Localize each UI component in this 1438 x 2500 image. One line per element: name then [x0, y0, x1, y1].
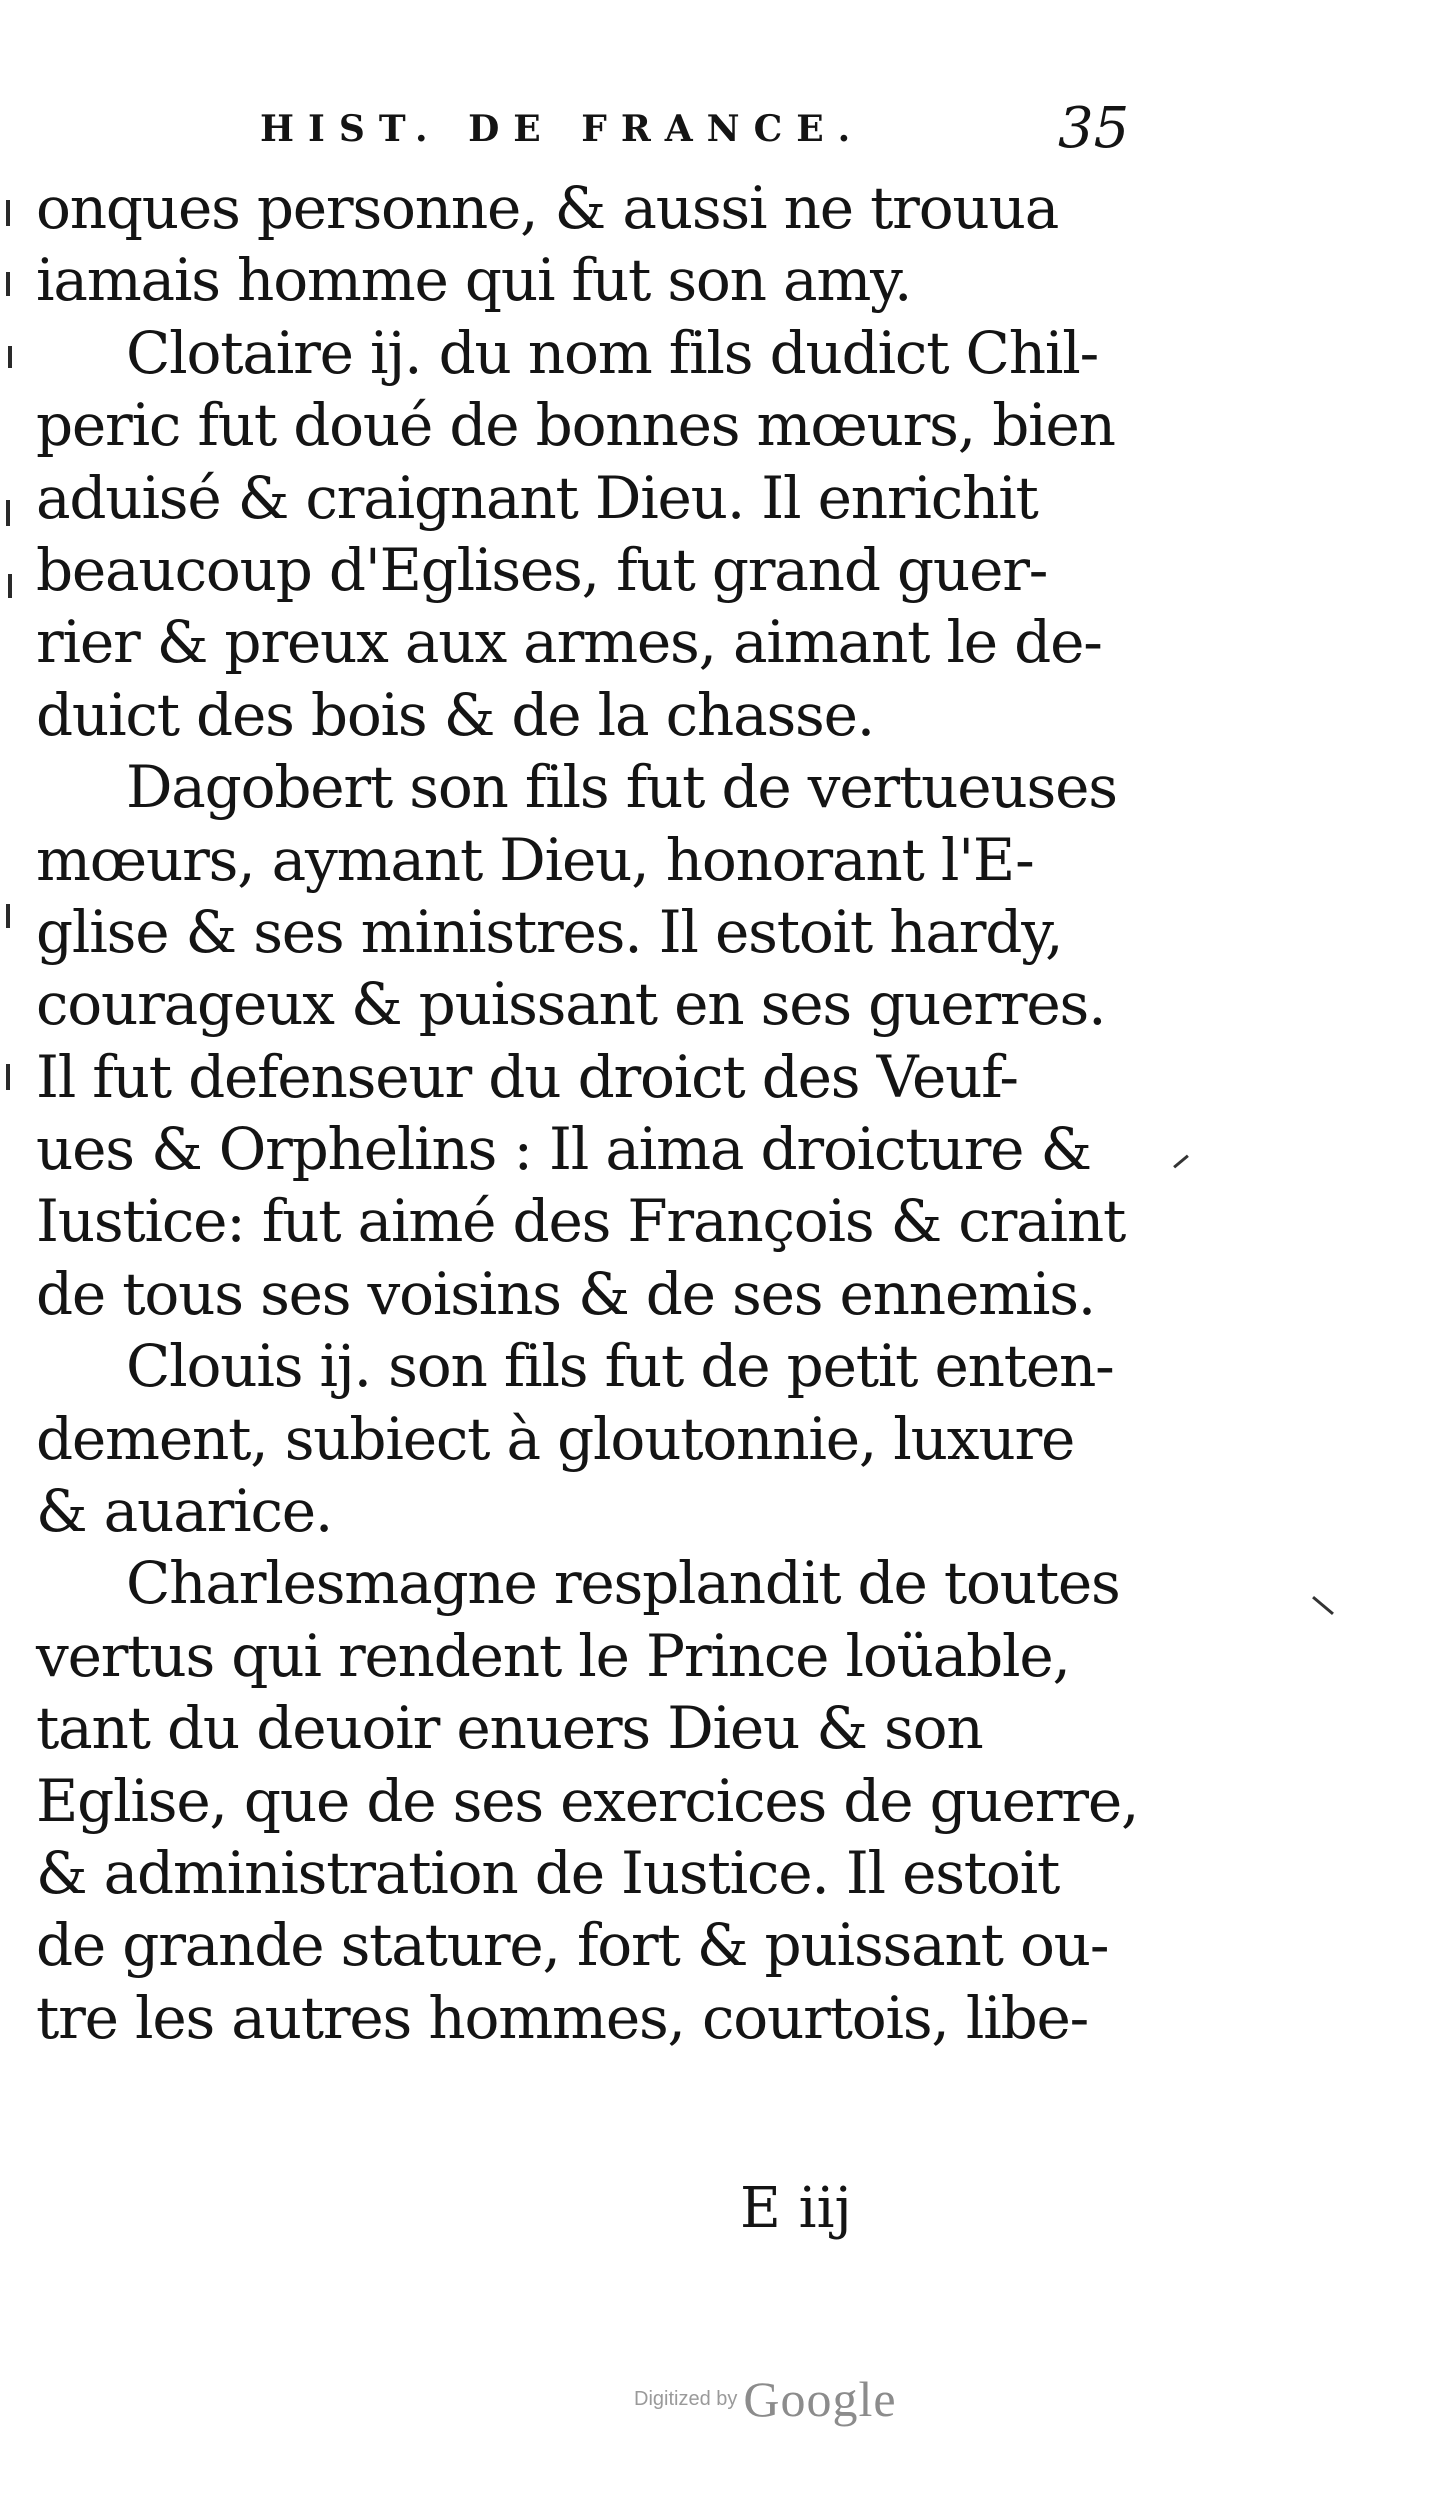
margin-artifact — [6, 200, 10, 226]
text-line: rier & preux aux armes, aimant le de- — [36, 608, 1102, 677]
text-line: aduisé & craignant Dieu. Il enrichit — [36, 463, 1038, 532]
text-line: de tous ses voisins & de ses ennemis. — [36, 1259, 1096, 1328]
text-line: Dagobert son fils fut de vertueuses — [126, 753, 1117, 822]
text-line: ues & Orphelins : Il aima droicture & — [36, 1115, 1091, 1184]
text-line: beaucoup d'Eglises, fut grand guer- — [36, 535, 1048, 604]
margin-artifact — [1173, 1155, 1189, 1169]
text-line: dement, subiect à gloutonnie, luxure — [36, 1404, 1075, 1473]
margin-artifact — [6, 500, 10, 526]
text-line: iamais homme qui fut son amy. — [36, 246, 912, 315]
text-line: mœurs, aymant Dieu, honorant l'E- — [36, 825, 1034, 894]
text-line: Charlesmagne resplandit de toutes — [126, 1549, 1120, 1618]
text-line: duict des bois & de la chasse. — [36, 680, 874, 749]
text-line: & administration de Iustice. Il estoit — [36, 1838, 1060, 1907]
text-line: glise & ses ministres. Il estoit hardy, — [36, 897, 1063, 966]
text-line: Clouis ij. son fils fut de petit enten- — [126, 1332, 1114, 1401]
text-line: onques personne, & aussi ne trouua — [36, 174, 1059, 242]
margin-artifact — [1312, 1596, 1334, 1615]
page-number: 35 — [1058, 96, 1130, 161]
margin-artifact — [6, 1064, 10, 1090]
digitized-label: Digitized by — [634, 2387, 738, 2410]
text-line: Iustice: fut aimé des François & craint — [36, 1187, 1126, 1256]
margin-artifact — [6, 904, 10, 928]
text-line: courageux & puissant en ses guerres. — [36, 970, 1106, 1039]
text-line: Eglise, que de ses exercices de guerre, — [36, 1766, 1139, 1835]
signature-mark: E iij — [740, 2176, 852, 2241]
text-line: de grande stature, fort & puissant ou- — [36, 1911, 1109, 1980]
text-line: tre les autres hommes, courtois, libe- — [36, 1983, 1089, 2052]
margin-artifact — [8, 346, 12, 368]
text-line: peric fut doué de bonnes mœurs, bien — [36, 391, 1115, 460]
margin-artifact — [8, 574, 12, 598]
text-line: vertus qui rendent le Prince loüable, — [36, 1621, 1070, 1690]
body-text — [36, 172, 1146, 2054]
text-line: Il fut defenseur du droict des Veuf- — [36, 1042, 1018, 1111]
google-logo: Google — [743, 2371, 897, 2427]
text-line: Clotaire ij. du nom fils dudict Chil- — [126, 318, 1098, 387]
margin-artifact — [6, 272, 10, 296]
digitized-watermark — [634, 2370, 897, 2428]
text-line: & auarice. — [36, 1477, 333, 1546]
running-head: HIST. DE FRANCE. — [260, 108, 865, 150]
text-line: tant du deuoir enuers Dieu & son — [36, 1694, 983, 1763]
